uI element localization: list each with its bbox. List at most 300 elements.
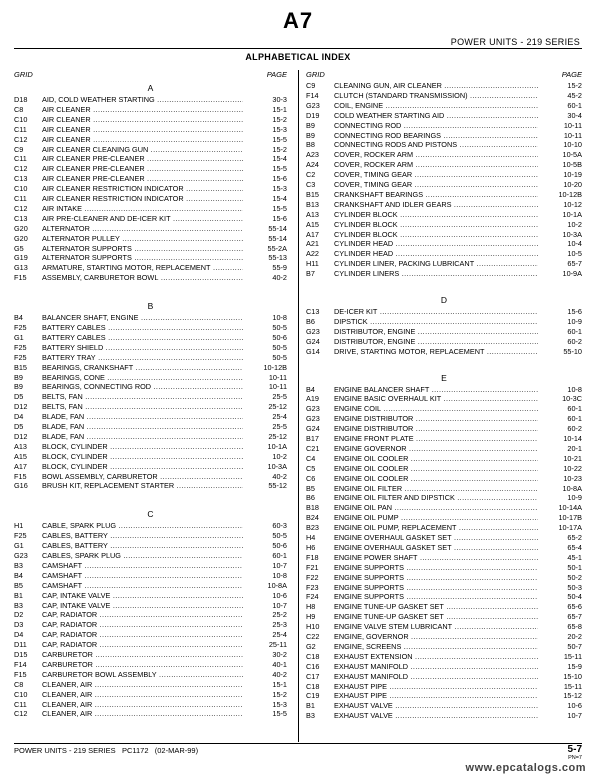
entry-page: 10-8 <box>567 384 582 394</box>
grid-label: GRID <box>14 70 33 79</box>
entry-grid: G19 <box>14 253 28 263</box>
entry-grid: C2 <box>306 170 316 180</box>
entry-grid: C11 <box>14 699 27 709</box>
entry-description: CYLINDER HEAD ..... <box>334 239 538 249</box>
entry-description: ENGINE, SCREENS ..... <box>334 642 538 652</box>
entry-grid: F24 <box>306 592 319 602</box>
index-entry <box>306 230 582 240</box>
entry-description: CAP, INTAKE VALVE ..... <box>42 591 243 601</box>
entry-description: CAP, INTAKE VALVE ..... <box>42 601 243 611</box>
entry-grid: C19 <box>306 691 320 701</box>
entry-page: 60-2 <box>567 336 582 346</box>
entry-grid: F18 <box>306 552 319 562</box>
entry-grid: B9 <box>306 130 315 140</box>
index-entry <box>306 347 582 357</box>
entry-grid: C11 <box>14 124 27 134</box>
index-entry <box>306 642 582 652</box>
entry-page: 40-2 <box>272 669 287 679</box>
entry-description: ENGINE, GOVERNOR ..... <box>334 632 538 642</box>
index-entry <box>306 259 582 269</box>
index-entry <box>306 121 582 131</box>
entry-description: BATTERY CABLES ..... <box>42 323 243 333</box>
entry-grid: C16 <box>306 661 320 671</box>
entry-description: COLD WEATHER STARTING AID ..... <box>334 111 538 121</box>
entry-grid: C9 <box>306 81 316 90</box>
entry-grid: F15 <box>14 273 27 283</box>
entry-page: 55-10 <box>563 346 582 356</box>
entry-page: 10-12 <box>563 199 582 209</box>
entry-description: EXHAUST MANIFOLD ..... <box>334 662 538 672</box>
index-entry <box>14 620 287 630</box>
entry-description: EXHAUST PIPE ..... <box>334 691 538 701</box>
entry-grid: D3 <box>14 620 24 630</box>
index-entry <box>14 551 287 561</box>
entry-grid: G23 <box>306 404 320 414</box>
entry-grid: B18 <box>306 503 319 513</box>
entry-page: 50-5 <box>272 352 287 362</box>
column-header <box>14 70 287 80</box>
entry-description: ENGINE DISTRIBUTOR ..... <box>334 424 538 434</box>
entry-description: ENGINE OIL FILTER AND DIPSTICK ..... <box>334 493 538 503</box>
index-entry <box>306 404 582 414</box>
index-entry <box>14 591 287 601</box>
entry-page: 10-9A <box>562 269 582 279</box>
entry-grid: C9 <box>14 144 24 154</box>
entry-grid: C13 <box>14 174 28 184</box>
entry-grid: C21 <box>306 443 320 453</box>
index-entry <box>306 612 582 622</box>
entry-grid: B3 <box>306 711 315 721</box>
section-letter: B <box>147 301 154 312</box>
entry-page: 25-2 <box>272 610 287 620</box>
entry-page: 50-1 <box>567 562 582 572</box>
index-entry <box>306 220 582 230</box>
index-entry <box>306 711 582 721</box>
entry-page: 55-13 <box>268 253 287 263</box>
index-entry <box>14 521 287 531</box>
entry-page: 10-1A <box>267 441 287 451</box>
index-entry <box>14 561 287 571</box>
entry-description: BLOCK, CYLINDER ..... <box>42 452 243 462</box>
entry-page: 10-12B <box>263 362 287 372</box>
index-column-left <box>14 70 287 742</box>
entry-description: ENGINE OIL COOLER ..... <box>334 474 538 484</box>
entry-description: AIR CLEANER RESTRICTION INDICATOR ..... <box>42 184 243 194</box>
entry-description: ENGINE OIL PUMP ..... <box>334 513 538 523</box>
header-series: POWER UNITS - 219 SERIES <box>450 37 580 47</box>
entry-page: 15-11 <box>563 681 582 691</box>
entry-page: 45-1 <box>567 552 582 562</box>
entry-grid: C11 <box>14 154 27 164</box>
entry-description: EXHAUST VALVE ..... <box>334 701 538 711</box>
index-entry <box>306 424 582 434</box>
entry-description: BELTS, FAN ..... <box>42 392 243 402</box>
entry-description: ENGINE GOVERNOR ..... <box>334 444 538 454</box>
entry-page: 15-4 <box>272 194 287 203</box>
entry-grid: H8 <box>306 602 316 612</box>
entry-description: AIR CLEANER PRE-CLEANER ..... <box>42 174 243 184</box>
entry-page: 10-3A <box>267 461 287 471</box>
entry-description: BLOCK, CYLINDER ..... <box>42 462 243 472</box>
entry-grid: C12 <box>14 709 28 719</box>
entry-description: CAP, RADIATOR ..... <box>42 620 243 630</box>
entry-page: 50-3 <box>567 582 582 592</box>
entry-grid: B3 <box>14 560 23 570</box>
entry-page: 10-5B <box>562 160 582 170</box>
entry-description: AIR CLEANER ..... <box>42 105 243 115</box>
entry-grid: F22 <box>306 572 319 582</box>
entry-description: CARBURETOR ..... <box>42 650 243 660</box>
entry-grid: C18 <box>306 651 320 661</box>
entry-page: 10-2 <box>272 451 287 461</box>
index-entry <box>306 101 582 111</box>
index-entry <box>14 125 287 135</box>
entry-grid: D12 <box>14 402 28 412</box>
entry-description: ENGINE DISTRIBUTOR ..... <box>334 414 538 424</box>
index-entry <box>14 601 287 611</box>
index-entry <box>306 474 582 484</box>
index-entry <box>306 682 582 692</box>
entry-grid: D5 <box>14 392 24 402</box>
entry-page: 10-9 <box>567 493 582 503</box>
entry-grid: C22 <box>306 632 320 641</box>
entry-grid: H4 <box>306 533 316 542</box>
entry-page: 15-3 <box>272 699 287 709</box>
entry-page: 10-7 <box>567 711 582 721</box>
entry-description: CARBURETOR BOWL ASSEMBLY ..... <box>42 670 243 680</box>
index-entry <box>14 531 287 541</box>
entry-description: AIR CLEANER PRE-CLEANER ..... <box>42 164 243 174</box>
index-entry <box>14 273 287 283</box>
index-entry <box>306 190 582 200</box>
entry-page: 15-6 <box>272 174 287 184</box>
index-entry <box>14 472 287 482</box>
entry-grid: G23 <box>306 326 320 336</box>
entry-page: 55-2A <box>267 243 287 253</box>
footer-pn: PN=7 <box>568 755 582 761</box>
entry-page: 10-3C <box>562 394 582 404</box>
entry-page: 10-11 <box>563 120 582 130</box>
entry-grid: B6 <box>306 493 315 503</box>
entry-page: 50-2 <box>567 572 582 582</box>
index-entry <box>14 253 287 263</box>
index-entry <box>306 464 582 474</box>
index-entry <box>14 363 287 373</box>
entry-page: 10-14A <box>558 503 582 513</box>
entry-grid: G23 <box>14 551 28 560</box>
entry-grid: D5 <box>14 422 24 431</box>
entry-description: CONNECTING RODS AND PISTONS ..... <box>334 140 538 150</box>
entry-description: DRIVE, STARTING MOTOR, REPLACEMENT ..... <box>334 347 538 357</box>
entry-description: ENGINE BALANCER SHAFT ..... <box>334 385 538 395</box>
entry-grid: G23 <box>306 100 320 110</box>
entry-page: 60-1 <box>567 100 582 110</box>
index-column-right <box>306 70 582 742</box>
entry-page: 60-1 <box>567 326 582 336</box>
section-letter: C <box>147 509 154 520</box>
entry-grid: B4 <box>14 313 23 323</box>
entry-grid: H9 <box>306 612 316 622</box>
entry-description: CRANKSHAFT AND IDLER GEARS ..... <box>334 200 538 210</box>
entry-page: 25-5 <box>272 392 287 402</box>
index-entry <box>14 541 287 551</box>
index-entry <box>306 662 582 672</box>
entry-grid: B15 <box>14 362 27 372</box>
entry-page: 20-1 <box>567 443 582 453</box>
entry-description: BELTS, FAN ..... <box>42 402 243 412</box>
entry-grid: C13 <box>14 213 28 223</box>
index-title: ALPHABETICAL INDEX <box>245 52 351 62</box>
entry-grid: B5 <box>306 483 315 493</box>
index-entry <box>306 385 582 395</box>
index-entry <box>306 337 582 347</box>
index-entry <box>14 214 287 224</box>
index-entry <box>306 150 582 160</box>
entry-page: 10-8 <box>272 313 287 323</box>
index-entry <box>14 709 287 719</box>
entry-page: 15-10 <box>563 671 582 681</box>
entry-page: 10-1A <box>562 209 582 219</box>
index-entry <box>306 170 582 180</box>
entry-page: 55-9 <box>272 263 287 273</box>
entry-description: CLEANER, AIR ..... <box>42 709 243 719</box>
entry-page: 15-5 <box>272 203 287 213</box>
entry-page: 10-6 <box>272 590 287 600</box>
entry-grid: G1 <box>14 332 24 342</box>
entry-grid: G16 <box>14 481 28 491</box>
entry-page: 60-1 <box>272 551 287 560</box>
entry-description: BLOCK, CYLINDER ..... <box>42 442 243 452</box>
entry-description: EXHAUST EXTENSION ..... <box>334 652 538 662</box>
entry-page: 65-4 <box>567 542 582 552</box>
index-entry <box>14 204 287 214</box>
bottom-rule <box>14 743 582 744</box>
entry-grid: G1 <box>14 541 24 551</box>
entry-grid: D18 <box>14 95 28 104</box>
entry-page: 10-9 <box>567 316 582 326</box>
index-entry <box>14 650 287 660</box>
entry-page: 25-12 <box>268 431 287 441</box>
index-entry <box>306 484 582 494</box>
index-entry <box>306 691 582 701</box>
index-entry <box>306 160 582 170</box>
entry-grid: B4 <box>306 384 315 394</box>
entry-grid: H11 <box>306 259 319 269</box>
entry-description: CABLE, SPARK PLUG ..... <box>42 521 243 531</box>
entry-page: 10-10 <box>563 140 582 150</box>
entry-grid: B17 <box>306 434 319 443</box>
entry-grid: B1 <box>14 590 23 600</box>
entry-grid: D12 <box>14 431 28 441</box>
entry-grid: A23 <box>306 150 319 160</box>
entry-grid: F15 <box>14 669 27 679</box>
entry-grid: B5 <box>14 580 23 590</box>
index-entry <box>306 652 582 662</box>
entry-description: CLUTCH (STANDARD TRANSMISSION) ..... <box>334 91 538 101</box>
entry-description: BATTERY CABLES ..... <box>42 333 243 343</box>
entry-page: 15-2 <box>272 144 287 154</box>
entry-description: ENGINE TUNE-UP GASKET SET ..... <box>334 602 538 612</box>
entry-description: CYLINDER LINERS ..... <box>334 269 538 279</box>
index-entry <box>14 412 287 422</box>
entry-page: 15-11 <box>563 651 582 661</box>
entry-page: 10-5 <box>567 249 582 259</box>
entry-page: 15-5 <box>272 164 287 174</box>
entry-page: 50-5 <box>272 323 287 332</box>
entry-grid: C5 <box>306 463 316 473</box>
entry-page: 40-2 <box>272 273 287 283</box>
entry-grid: F21 <box>306 562 319 572</box>
entry-page: 10-20 <box>563 180 582 189</box>
index-entry <box>306 434 582 444</box>
entry-page: 15-3 <box>272 184 287 194</box>
entry-page: 20-2 <box>567 632 582 641</box>
index-entry <box>14 382 287 392</box>
entry-grid: C12 <box>14 134 28 144</box>
entry-description: COVER, TIMING GEAR ..... <box>334 170 538 180</box>
entry-description: ENGINE SUPPORTS ..... <box>334 583 538 593</box>
index-entry <box>14 581 287 591</box>
entry-page: 10-19 <box>563 170 582 180</box>
entry-page: 25-11 <box>268 640 287 650</box>
entry-grid: A21 <box>306 239 319 249</box>
entry-description: BLADE, FAN ..... <box>42 422 243 432</box>
entry-description: COIL, ENGINE ..... <box>334 101 538 111</box>
entry-description: ASSEMBLY, CARBURETOR BOWL ..... <box>42 273 243 283</box>
entry-grid: C4 <box>306 453 316 463</box>
entry-description: ENGINE SUPPORTS ..... <box>334 592 538 602</box>
entry-page: 30-3 <box>272 95 287 104</box>
entry-grid: H6 <box>306 542 316 552</box>
entry-page: 10-17B <box>558 513 582 523</box>
entry-page: 65-7 <box>567 259 582 269</box>
index-entry <box>306 523 582 533</box>
index-entry <box>14 333 287 343</box>
section-letter: A <box>147 83 154 93</box>
entry-grid: C13 <box>306 307 320 316</box>
entry-page: 10-17A <box>558 523 582 533</box>
index-entry <box>14 610 287 620</box>
page-title: A7 <box>282 8 314 33</box>
entry-description: COVER, ROCKER ARM ..... <box>334 150 538 160</box>
index-entry <box>306 81 582 91</box>
index-entry <box>306 454 582 464</box>
entry-description: BRUSH KIT, REPLACEMENT STARTER ..... <box>42 481 243 491</box>
index-entry <box>306 414 582 424</box>
entry-description: ENGINE OVERHAUL GASKET SET ..... <box>334 533 538 543</box>
entry-page: 30-2 <box>272 650 287 659</box>
index-entry <box>306 131 582 141</box>
entry-description: BATTERY TRAY ..... <box>42 353 243 363</box>
entry-grid: G20 <box>14 233 28 243</box>
entry-description: BLADE, FAN ..... <box>42 432 243 442</box>
entry-description: ALTERNATOR SUPPORTS ..... <box>42 253 243 263</box>
entry-description: DIPSTICK ..... <box>334 317 538 327</box>
index-entry <box>14 571 287 581</box>
entry-page: 55-12 <box>268 481 287 491</box>
entry-page: 10-7 <box>272 560 287 570</box>
entry-grid: C17 <box>306 671 320 681</box>
index-entry <box>306 563 582 573</box>
index-entry <box>14 630 287 640</box>
entry-grid: D15 <box>14 650 28 659</box>
index-entry <box>306 200 582 210</box>
entry-grid: C12 <box>14 203 28 213</box>
entry-grid: G23 <box>306 414 320 424</box>
entry-grid: C6 <box>306 473 316 483</box>
page-label: PAGE <box>561 70 582 79</box>
entry-page: 65-7 <box>567 612 582 622</box>
index-entry <box>14 680 287 690</box>
index-entry <box>14 135 287 145</box>
entry-grid: C10 <box>14 184 28 194</box>
entry-description: ALTERNATOR ..... <box>42 224 243 234</box>
entry-grid: B7 <box>306 269 315 279</box>
index-entry <box>306 503 582 513</box>
index-entry <box>14 145 287 155</box>
entry-page: 55-14 <box>268 233 287 243</box>
entry-description: ENGINE POWER SHAFT ..... <box>334 553 538 563</box>
entry-description: ENGINE TUNE-UP GASKET SET ..... <box>334 612 538 622</box>
entry-grid: B24 <box>306 513 319 523</box>
entry-description: BEARINGS, CONNECTING ROD ..... <box>42 382 243 392</box>
entry-grid: A13 <box>14 441 27 451</box>
entry-grid: B9 <box>14 372 23 382</box>
index-entry <box>14 313 287 323</box>
entry-page: 10-11 <box>268 372 287 382</box>
entry-grid: D11 <box>14 640 27 650</box>
entry-description: ENGINE VALVE STEM LUBRICANT ..... <box>334 622 538 632</box>
index-entry <box>14 402 287 412</box>
entry-grid: A17 <box>14 461 27 471</box>
entry-grid: B13 <box>306 199 319 209</box>
index-entry <box>14 263 287 273</box>
entry-description: ALTERNATOR PULLEY ..... <box>42 234 243 244</box>
index-entry <box>14 452 287 462</box>
entry-grid: G13 <box>14 263 28 273</box>
entry-description: DE-ICER KIT ..... <box>334 307 538 317</box>
entry-description: CAP, RADIATOR ..... <box>42 640 243 650</box>
entry-description: EXHAUST PIPE ..... <box>334 682 538 692</box>
index-entry <box>14 184 287 194</box>
entry-page: 10-8 <box>272 570 287 580</box>
entry-description: CONNECTING ROD ..... <box>334 121 538 131</box>
index-entry <box>306 269 582 279</box>
entry-page: 10-22 <box>563 463 582 473</box>
entry-description: CYLINDER BLOCK ..... <box>334 230 538 240</box>
section-letter: E <box>441 372 447 383</box>
entry-grid: A17 <box>306 229 319 239</box>
entry-page: 60-1 <box>567 404 582 414</box>
entry-description: AIR INTAKE ..... <box>42 204 243 214</box>
entry-description: EXHAUST VALVE ..... <box>334 711 538 721</box>
entry-description: AIR CLEANER ..... <box>42 115 243 125</box>
entry-grid: B9 <box>14 382 23 392</box>
entry-description: CYLINDER BLOCK ..... <box>334 210 538 220</box>
entry-description: BALANCER SHAFT, ENGINE ..... <box>42 313 243 323</box>
index-entry <box>306 444 582 454</box>
entry-description: ENGINE BASIC OVERHAUL KIT ..... <box>334 394 538 404</box>
entry-page: 50-7 <box>567 641 582 651</box>
entry-description: CLEANER, AIR ..... <box>42 680 243 690</box>
entry-page: 40-1 <box>272 659 287 669</box>
entry-grid: A15 <box>14 451 27 461</box>
footer-page-number: 5-7 <box>567 744 582 755</box>
entry-grid: B6 <box>306 316 315 326</box>
column-header <box>306 70 582 80</box>
index-entry <box>14 700 287 710</box>
index-entry <box>306 239 582 249</box>
